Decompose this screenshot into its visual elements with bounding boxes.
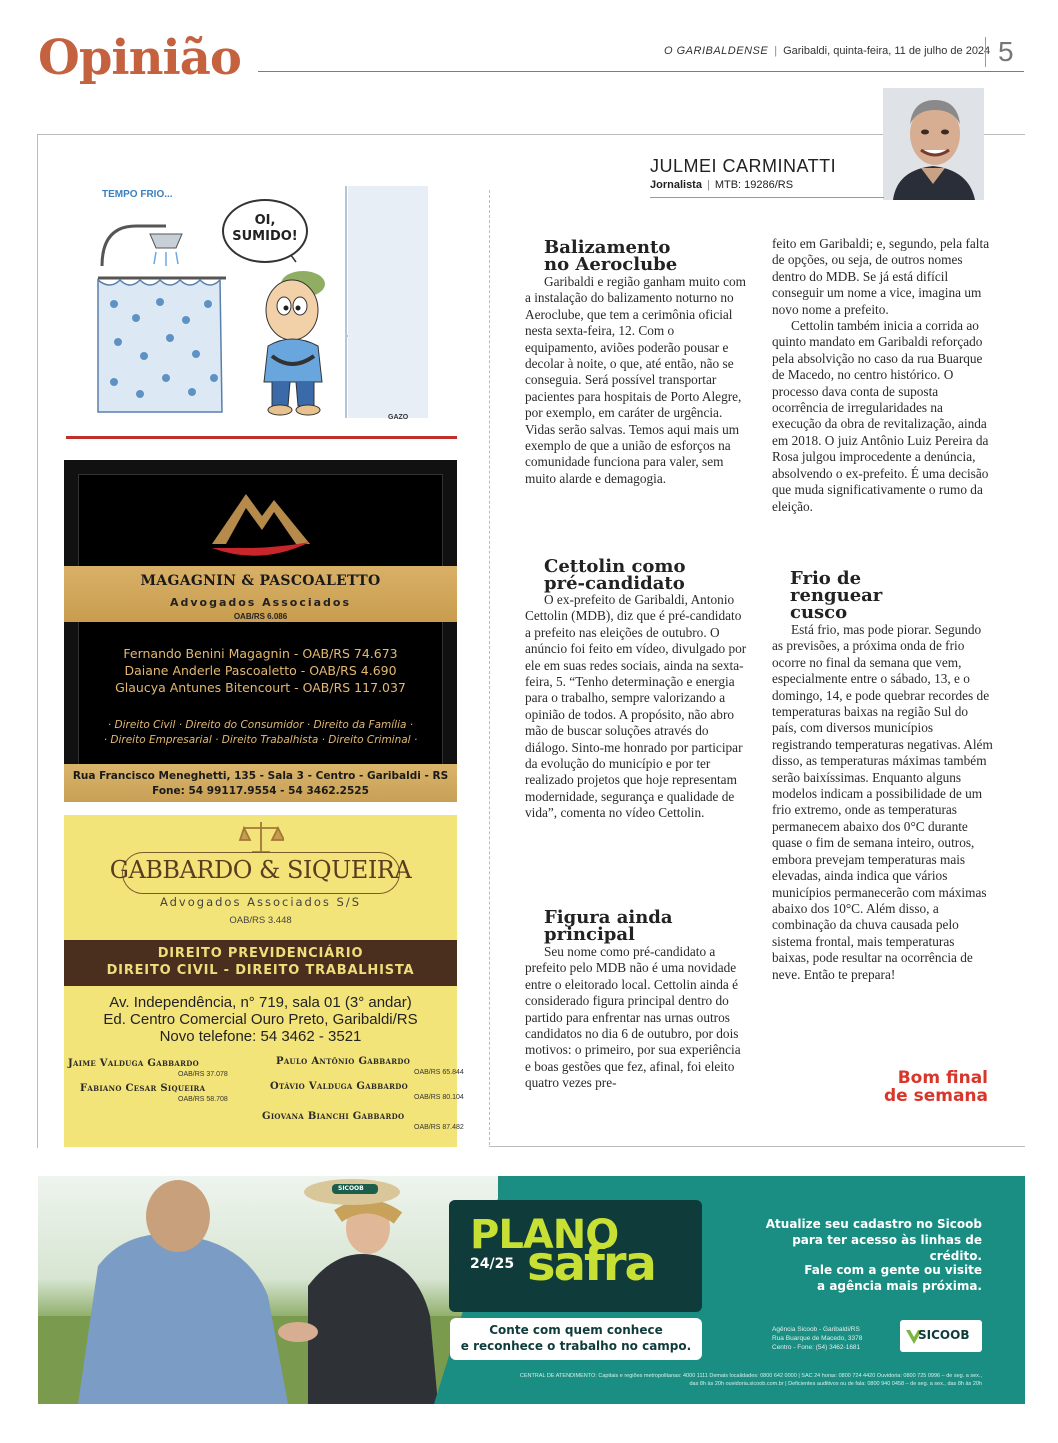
hat-brand: SICOOB xyxy=(338,1185,364,1192)
title-line: no Aeroclube xyxy=(544,254,678,275)
lawyer-name: Fabiano Cesar Siqueira xyxy=(80,1083,206,1094)
article-body-balizamento xyxy=(525,274,747,487)
speech-bubble xyxy=(222,199,308,263)
agency-line: Agência Sicoob - Garibaldi/RS xyxy=(772,1326,860,1333)
lawyer-oab: OAB/RS 37.078 xyxy=(178,1071,228,1078)
section-title: Opinião xyxy=(38,30,241,86)
agency-line: Centro - Fone: (54) 3462-1681 xyxy=(772,1344,861,1351)
content-frame-left xyxy=(37,134,38,1148)
dateline: Garibaldi, quinta-feira, 11 de julho de 2024 xyxy=(783,45,991,57)
plano-year: 24/25 xyxy=(470,1256,515,1272)
page-number: 5 xyxy=(985,37,1014,67)
lawyer-line: Fernando Benini Magagnin - OAB/RS 74.673 xyxy=(123,646,398,661)
address-line: Av. Independência, n° 719, sala 01 (3° andar) xyxy=(109,994,412,1011)
phone-line: Novo telefone: 54 3462 - 3521 xyxy=(159,1028,362,1045)
article-paragraph: Seu nome como pré-candidato a prefeito pelo MDB não é uma novidade entre o eleitorado local. Cettolin ainda é considerado figura principal dentro do partido para enfrentar nas urnas outros candidatos no dia 6 de outubro, por dois motivos: o primeiro, por sua experiência e boas gestões que fez, afinal, foi eleito quatro vezes pre- xyxy=(525,944,741,1091)
title-line: Figura ainda xyxy=(544,907,673,928)
practice-areas-line: · Direito Empresarial · Direito Trabalhista · Direito Criminal · xyxy=(103,734,418,746)
message-line: a agência mais próxima. xyxy=(817,1279,982,1293)
title-line: principal xyxy=(544,924,635,945)
cartoon-signature: GAZO xyxy=(388,414,409,421)
ad-sicoob-photo xyxy=(38,1176,498,1404)
ad-gabbardo-firm: GABBARDO & SIQUEIRA xyxy=(109,856,412,884)
tagline-line: e reconhece o trabalho no campo. xyxy=(460,1339,692,1353)
message-line: Fale com a gente ou visite xyxy=(804,1263,982,1277)
mountain-logo xyxy=(206,482,316,562)
article-paragraph: O ex-prefeito de Garibaldi, Antonio Cettolin (MDB), diz que é pré-candidato a prefeito nas eleições de outubro. O anúncio foi feito em vídeo, divulgado por ele em suas redes sociais, ainda na sexta-feira, 5. “Tenho determinação e energia para o trabalho, sempre valorizando a opinião de todos. A propósito, não abro mão de buscar soluções através do diálogo. Sinto-me honrado por participar da evolução do município e por ter realizado projetos que hoje representam modernidade, segurança e qualidade de vida”, comenta no vídeo Cettolin. xyxy=(525,592,747,821)
title-line: Frio de xyxy=(790,568,862,589)
masthead-separator: | xyxy=(774,45,778,57)
sicoob-agency-info xyxy=(772,1325,892,1352)
practice-areas-line: · Direito Civil · Direito do Consumidor · Direito da Família · xyxy=(107,719,414,731)
lawyer-name: Paulo Antônio Gabbardo xyxy=(276,1056,411,1067)
ad-magagnin-phone: Fone: 54 99117.9554 - 54 3462.2525 xyxy=(152,785,369,797)
speech-line-2: SUMIDO! xyxy=(232,229,298,244)
scales-logo xyxy=(238,820,284,854)
ad-magagnin-subtitle: Advogados Associados xyxy=(169,596,352,609)
author-name: JULMEI CARMINATTI xyxy=(650,156,837,176)
lawyer-oab: OAB/RS 65.844 xyxy=(414,1069,464,1076)
author-mtb: MTB: 19286/RS xyxy=(714,179,794,191)
title-line: cusco xyxy=(790,602,848,623)
footer-line: das 8h às 20h ouvidoria.sicoob.com.br | Deficientes auditivos ou de fala: 0800 940 0458 – de seg. a sex., das 8h às 20h xyxy=(689,1381,982,1387)
plano-label: PLANO xyxy=(470,1212,619,1258)
article-body-frio xyxy=(772,622,994,983)
sicoob-message-1 xyxy=(740,1216,982,1264)
ad-magagnin-areas xyxy=(64,718,457,748)
newspaper-name: O GARIBALDENSE xyxy=(664,45,769,57)
header-rule xyxy=(258,71,1024,72)
article-paragraph: Cettolin também inicia a corrida ao quinto mandato em Garibaldi reforçado pela absolvição no caso da rua Buarque de Macedo, no centro histórico. O processo dava conta de suposta ocorrência de irregularidades na execução da obra de revitalização, ainda em 2018. O juiz Antônio Luiz Pereira da Rosa julgou improcedente a denúncia, absolvendo o ex-prefeito. É uma decisão que muda significativamente o rumo da eleição. xyxy=(772,318,989,514)
speech-line-1: OI, xyxy=(254,213,276,228)
ad-magagnin-firm: MAGAGNIN & PASCOALETTO xyxy=(140,573,381,589)
tagline-line: Conte com quem conhece xyxy=(489,1323,663,1337)
article-title-balizamento xyxy=(544,239,677,273)
article-body-figura xyxy=(525,944,747,1092)
lawyer-name: Jaime Valduga Gabbardo xyxy=(68,1058,200,1069)
article-title-figura xyxy=(544,909,673,943)
title-line: renguear xyxy=(790,585,883,606)
title-line: Balizamento xyxy=(544,237,671,258)
signoff-line: Bom final xyxy=(897,1068,988,1088)
content-frame-top xyxy=(37,134,1025,135)
cartoon-title: TEMPO FRIO... xyxy=(102,189,173,200)
ad-magagnin-lawyers xyxy=(64,645,457,696)
ad-gabbardo-subtitle: Advogados Associados S/S xyxy=(159,895,362,909)
article-paragraph: Garibaldi e região ganham muito com a instalação do balizamento noturno no Aeroclube, que tem a cerimônia oficial nesta sexta-feira, 12. Com o equipamento, aviões poderão pousar e decolar à noite, o que, até então, não se conseguia. Será possível transportar pacientes para hospitais de Porto Alegre, por exemplo, em caráter de urgência. Vidas serão salvas. Temos aqui mais um exemplo de que a união de esforços na comunidade funciona para valer, sem muito alarde e demagogia. xyxy=(525,274,746,486)
cartoon-red-rule xyxy=(66,436,457,439)
article-body-figura-continued xyxy=(772,236,994,515)
article-paragraph: Está frio, mas pode piorar. Segundo as previsões, a próxima onda de frio ocorre no final da semana que vem, especialmente entre o sábado, 13, e o domingo, 14, e pode quebrar recordes de temperaturas baixas na região Sul do país, com diversos municípios registrando temperaturas negativas. Além disso, as temperaturas máximas também serão baixíssimas. Enquanto alguns modelos indicam a possibilidade de um frio extremo, onde as temperaturas permanecem abaixo dos 0°C durante quase o fim de semana inteiro, outros, embora prevejam temperaturas mais elevadas, ainda indica que vários municípios permanecerão com máximas abaixo dos 10°C. Além disso, a combinação da chuva causada pelo sistema frontal, mais temperaturas baixas, pode resultar na ocorrência de neve. Então te prepara! xyxy=(772,622,993,982)
footer-line: CENTRAL DE ATENDIMENTO: Capitais e regiões metropolitanas: 4000 1111 Demais localidades: 0800 642 0000 | SAC 24 horas: 0800 724 4420 Ouvidoria: 0800 725 0996 – de seg. a sex., xyxy=(519,1373,982,1379)
article-title-cettolin xyxy=(544,558,685,592)
lawyer-name: Giovana Bianchi Gabbardo xyxy=(262,1111,405,1122)
masthead xyxy=(664,45,990,57)
ad-gabbardo-areas xyxy=(64,945,457,979)
lawyer-oab: OAB/RS 87.482 xyxy=(414,1124,464,1131)
article-paragraph: feito em Garibaldi; e, segundo, pela falta de opções, ou seja, de outros nomes dentro do MDB. Se já está difícil conseguir um nome a vice, imagina um novo nome a prefeito. xyxy=(772,236,990,317)
ad-magagnin-address: Rua Francisco Meneghetti, 135 - Sala 3 - Centro - Garibaldi - RS xyxy=(72,770,449,782)
safra-label: safra xyxy=(527,1236,655,1292)
signoff-line: de semana xyxy=(883,1086,988,1106)
message-line: para ter acesso às linhas de crédito. xyxy=(792,1233,982,1263)
practice-area: DIREITO PREVIDENCIÁRIO xyxy=(157,946,364,961)
lawyer-line: Daiane Anderle Pascoaletto - OAB/RS 4.690 xyxy=(124,663,397,678)
author-photo xyxy=(883,88,984,200)
address-line: Ed. Centro Comercial Ouro Preto, Garibaldi/RS xyxy=(103,1011,418,1028)
sicoob-message-2 xyxy=(740,1262,982,1294)
article-body-cettolin xyxy=(525,592,747,822)
title-line: pré-candidato xyxy=(544,573,685,594)
author-role-separator: | xyxy=(706,179,710,191)
author-title: Jornalista xyxy=(650,179,702,191)
content-frame-bottom xyxy=(489,1146,1025,1147)
ad-magagnin-oab: OAB/RS 6.086 xyxy=(233,612,288,621)
ad-magagnin-contact xyxy=(64,769,457,799)
column-divider xyxy=(489,190,490,1145)
column-signoff xyxy=(864,1069,988,1105)
sicoob-footer xyxy=(500,1372,982,1388)
lawyer-name: Otávio Valduga Gabbardo xyxy=(270,1081,409,1092)
lawyer-oab: OAB/RS 58.708 xyxy=(178,1096,228,1103)
lawyer-oab: OAB/RS 80.104 xyxy=(414,1094,464,1101)
tagline xyxy=(450,1322,702,1354)
author-underline xyxy=(650,197,884,198)
practice-area: DIREITO CIVIL - DIREITO TRABALHISTA xyxy=(106,963,415,978)
author-role xyxy=(650,179,793,191)
ad-gabbardo-address xyxy=(64,994,457,1045)
sicoob-logo-text: SICOOB xyxy=(918,1328,970,1342)
lawyer-line: Glaucya Antunes Bitencourt - OAB/RS 117.037 xyxy=(115,680,406,695)
agency-line: Rua Buarque de Macedo, 3378 xyxy=(772,1335,863,1342)
title-line: Cettolin como xyxy=(544,556,686,577)
message-line: Atualize seu cadastro no Sicoob xyxy=(765,1217,982,1231)
ad-gabbardo-oab: OAB/RS 3.448 xyxy=(229,915,292,926)
article-title-frio xyxy=(790,570,882,621)
